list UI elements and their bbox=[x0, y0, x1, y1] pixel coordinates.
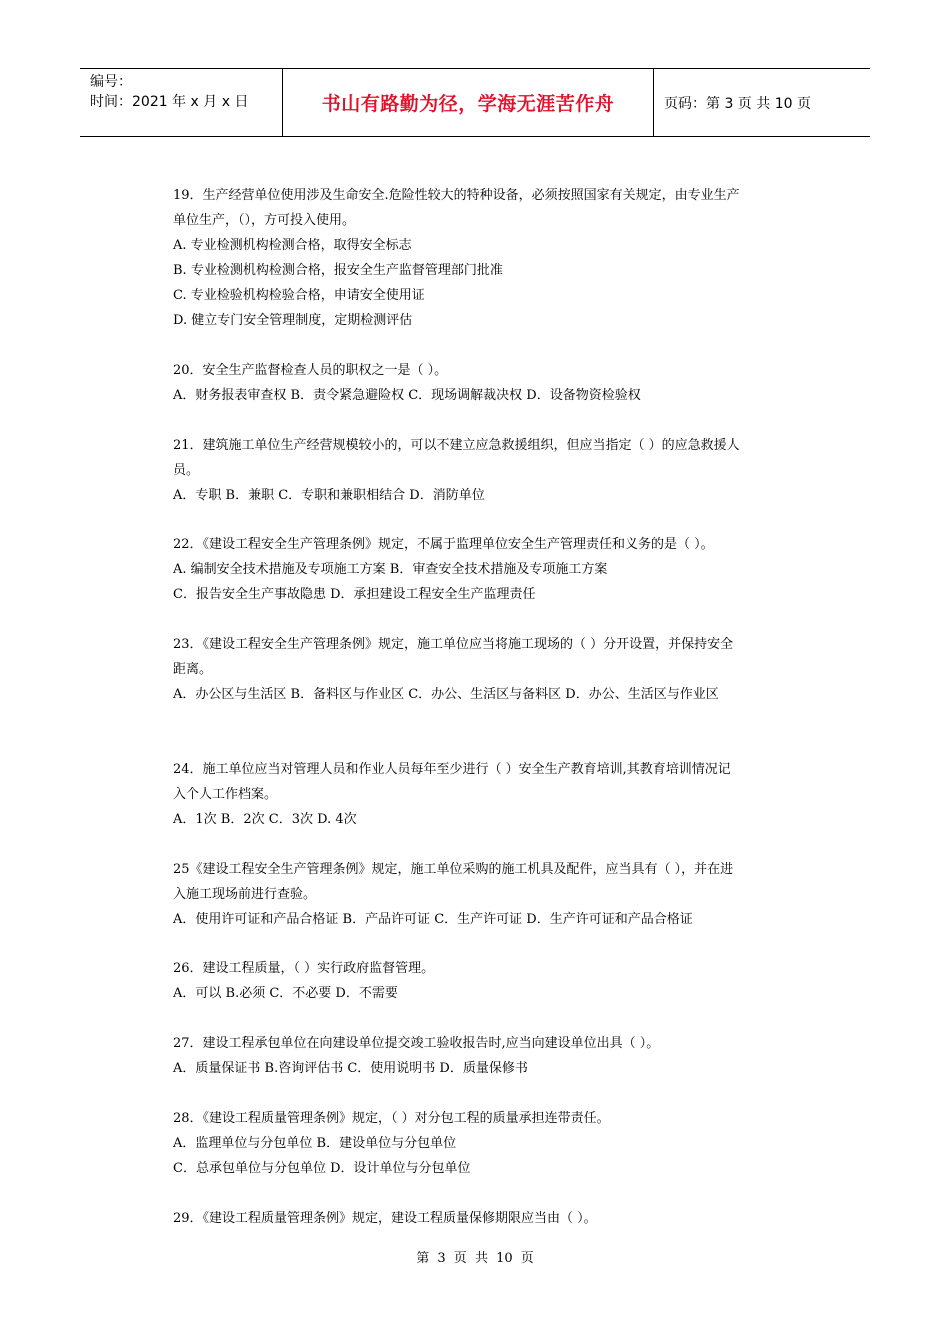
question-line: 28．《建设工程质量管理条例》规定，（ ）对分包工程的质量承担连带责任。 bbox=[173, 1110, 610, 1126]
question-line: 23．《建设工程安全生产管理条例》规定，施工单位应当将施工现场的（ ）分开设置，并保持安全 bbox=[173, 637, 734, 653]
question-spacer bbox=[173, 832, 813, 857]
question-line: 20．安全生产监督检查人员的职权之一是（ ）。 bbox=[173, 362, 448, 378]
time-label: 时间：2021 年 x 月 x 日 bbox=[90, 94, 249, 110]
question-block bbox=[173, 1206, 813, 1231]
question-block bbox=[173, 358, 813, 408]
footer-text: 第 bbox=[416, 1251, 430, 1266]
question-line: 单位生产，（），方可投入使用。 bbox=[173, 213, 356, 228]
footer-text: 共 bbox=[474, 1251, 488, 1266]
footer-total-pages: 10 bbox=[496, 1251, 513, 1266]
footer-text: 页 bbox=[520, 1251, 534, 1266]
question-block bbox=[173, 1031, 813, 1081]
question-line: A．1次 B．2次 C．3次 D. 4次 bbox=[173, 811, 357, 827]
question-spacer bbox=[173, 1081, 813, 1106]
header-page-info: 页码：第 3 页 共 10 页 bbox=[664, 95, 811, 112]
question-line: 入施工现场前进行查验。 bbox=[173, 886, 317, 902]
question-line: 19．生产经营单位使用涉及生命安全.危险性较大的特种设备，必须按照国家有关规定，由专业生产 bbox=[173, 188, 740, 203]
question-block bbox=[173, 857, 813, 932]
question-spacer bbox=[173, 1006, 813, 1031]
question-block bbox=[173, 183, 813, 333]
question-block bbox=[173, 532, 813, 607]
question-line: C．总承包单位与分包单位 D．设计单位与分包单位 bbox=[173, 1160, 471, 1176]
question-line: 26．建设工程质量，（ ）实行政府监督管理。 bbox=[173, 961, 435, 977]
question-block bbox=[173, 757, 813, 832]
question-line: 员。 bbox=[173, 462, 200, 478]
question-block bbox=[173, 956, 813, 1006]
question-line: A．办公区与生活区 B．备料区与作业区 C．办公、生活区与备料区 D．办公、生活区与作业区 bbox=[173, 687, 719, 703]
header-meta bbox=[80, 69, 282, 136]
question-spacer bbox=[173, 333, 813, 358]
question-line: 入个人工作档案。 bbox=[173, 786, 278, 802]
question-list bbox=[173, 183, 813, 1231]
question-line: 21．建筑施工单位生产经营规模较小的，可以不建立应急救援组织，但应当指定（ ）的应急救援人 bbox=[173, 437, 740, 453]
question-line: A．监理单位与分包单位 B．建设单位与分包单位 bbox=[173, 1135, 457, 1151]
question-spacer bbox=[173, 408, 813, 433]
question-line: A．财务报表审查权 B．责令紧急避险权 C．现场调解裁决权 D．设备物资检验权 bbox=[173, 387, 641, 403]
footer-page-number: 3 bbox=[437, 1251, 446, 1266]
question-spacer bbox=[173, 932, 813, 957]
question-line: A. 编制安全技术措施及专项施工方案 B．审查安全技术措施及专项施工方案 bbox=[173, 562, 608, 578]
question-line: C. 专业检验机构检验合格，申请安全使用证 bbox=[173, 288, 425, 303]
question-line: 距离。 bbox=[173, 662, 213, 678]
question-line: A．使用许可证和产品合格证 B．产品许可证 C．生产许可证 D．生产许可证和产品合格证 bbox=[173, 911, 693, 927]
question-line: B. 专业检测机构检测合格，报安全生产监督管理部门批准 bbox=[173, 263, 503, 278]
question-line: 24．施工单位应当对管理人员和作业人员每年至少进行（ ）安全生产教育培训,其教育培训情况记 bbox=[173, 761, 731, 777]
question-line: 25《建设工程安全生产管理条例》规定，施工单位采购的施工机具及配件，应当具有（ ），并在进 bbox=[173, 861, 734, 877]
question-line: 29．《建设工程质量管理条例》规定，建设工程质量保修期限应当由（ ）。 bbox=[173, 1210, 597, 1226]
footer-text: 页 bbox=[453, 1251, 467, 1266]
question-line: A．专职 B．兼职 C．专职和兼职相结合 D．消防单位 bbox=[173, 487, 485, 503]
question-spacer bbox=[173, 607, 813, 632]
question-spacer bbox=[173, 508, 813, 533]
page-header bbox=[80, 68, 870, 137]
question-block bbox=[173, 1106, 813, 1181]
question-line: 27．建设工程承包单位在向建设单位提交竣工验收报告时,应当向建设单位出具（ ）。 bbox=[173, 1036, 660, 1052]
header-motto: 书山有路勤为径，学海无涯苦作舟 bbox=[282, 69, 654, 136]
question-line: C．报告安全生产事故隐患 D．承担建设工程安全生产监理责任 bbox=[173, 587, 536, 603]
question-block bbox=[173, 433, 813, 508]
question-spacer bbox=[173, 1181, 813, 1206]
page-footer bbox=[0, 1247, 950, 1266]
question-line: 22．《建设工程安全生产管理条例》规定，不属于监理单位安全生产管理责任和义务的是（ ）。 bbox=[173, 537, 714, 553]
question-line: D. 健立专门安全管理制度，定期检测评估 bbox=[173, 313, 413, 328]
question-line: A．可以 B.必须 C．不必要 D．不需要 bbox=[173, 986, 398, 1002]
question-spacer bbox=[173, 707, 813, 757]
number-label: 编号： bbox=[90, 74, 132, 90]
question-line: A．质量保证书 B.咨询评估书 C．使用说明书 D．质量保修书 bbox=[173, 1061, 528, 1077]
question-block bbox=[173, 632, 813, 707]
question-line: A. 专业检测机构检测合格，取得安全标志 bbox=[173, 238, 412, 253]
